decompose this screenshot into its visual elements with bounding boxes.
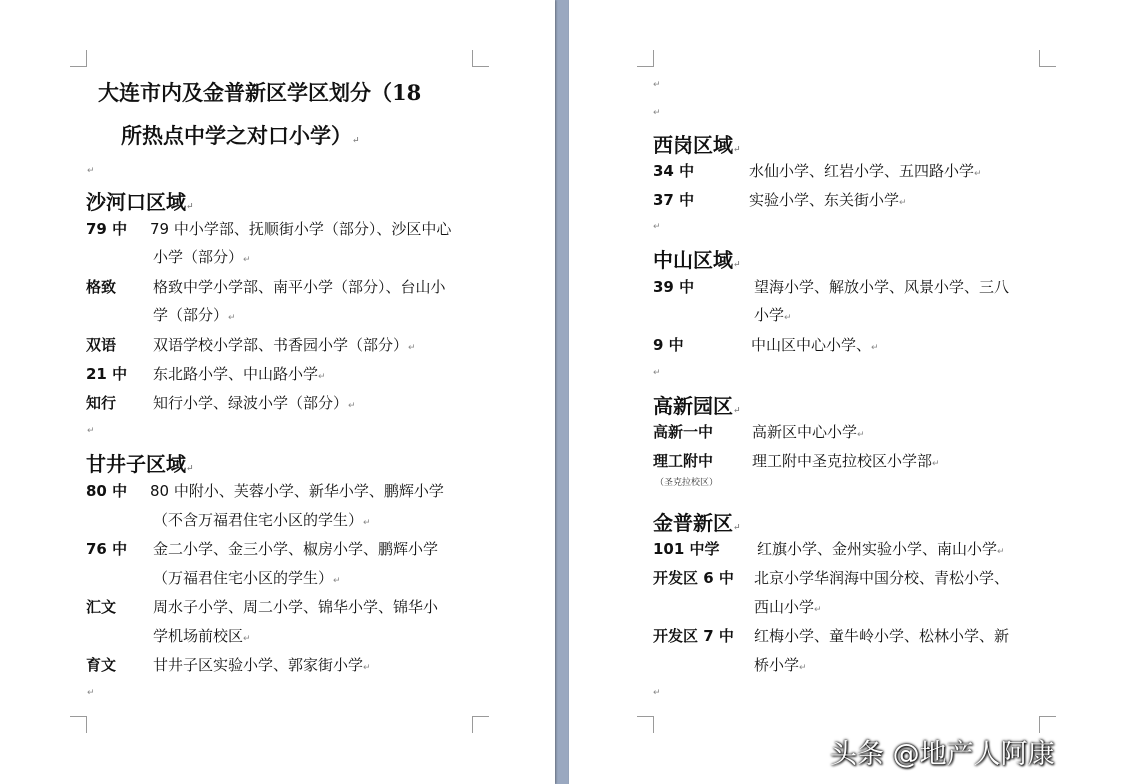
school-label: 76 中 — [86, 540, 128, 558]
school-list: 金二小学、金三小学、椒房小学、鹏辉小学 — [153, 540, 439, 558]
school-label: 育文 — [86, 656, 117, 674]
school-list: 高新区中心小学↵ — [752, 423, 865, 441]
paragraph-mark: ↵ — [653, 80, 661, 90]
school-label: 格致 — [86, 278, 117, 296]
school-list: 理工附中圣克拉校区小学部↵ — [752, 452, 940, 470]
paragraph-mark: ↵ — [653, 222, 661, 232]
section-heading: 西岗区域↵ — [653, 133, 741, 157]
school-list-cont: 小学↵ — [754, 306, 792, 324]
page-corner-mark — [472, 716, 489, 733]
section-heading: 甘井子区域↵ — [86, 452, 194, 476]
school-label: 34 中 — [653, 162, 695, 180]
paragraph-mark: ↵ — [653, 108, 661, 118]
school-label: 21 中 — [86, 365, 128, 383]
school-list: 红旗小学、金州实验小学、南山小学↵ — [757, 540, 1005, 558]
school-label: 汇文 — [86, 598, 117, 616]
page-corner-mark — [70, 716, 87, 733]
school-sublabel: （圣克拉校区） — [655, 478, 719, 488]
school-label: 9 中 — [653, 336, 684, 354]
paragraph-mark: ↵ — [87, 688, 95, 698]
page-corner-mark — [70, 50, 87, 67]
school-label: 开发区 6 中 — [653, 569, 734, 587]
school-list: 水仙小学、红岩小学、五四路小学↵ — [749, 162, 982, 180]
page-corner-mark — [637, 50, 654, 67]
document-title: 大连市内及金普新区学区划分（18 — [98, 80, 422, 105]
school-list: 周水子小学、周二小学、锦华小学、锦华小 — [153, 598, 439, 616]
school-list: 格致中学小学部、南平小学（部分）、台山小 — [153, 278, 446, 296]
paragraph-mark: ↵ — [653, 688, 661, 698]
section-heading: 高新园区↵ — [653, 394, 741, 418]
paragraph-mark: ↵ — [87, 166, 95, 176]
school-list: 东北路小学、中山路小学↵ — [153, 365, 326, 383]
school-label: 开发区 7 中 — [653, 627, 734, 645]
page-corner-mark — [472, 50, 489, 67]
school-list: 79 中小学部、抚顺街小学（部分）、沙区中心 — [150, 220, 452, 238]
school-label: 高新一中 — [653, 423, 714, 441]
school-list-cont: 西山小学↵ — [754, 598, 822, 616]
school-list-cont: 学机场前校区↵ — [153, 627, 251, 645]
school-list: 北京小学华润海中国分校、青松小学、 — [754, 569, 1010, 587]
school-list: 80 中附小、芙蓉小学、新华小学、鹏辉小学 — [150, 482, 444, 500]
school-list: 实验小学、东关街小学↵ — [749, 191, 907, 209]
school-list-cont: （不含万福君住宅小区的学生）↵ — [153, 511, 371, 529]
watermark: 头条 @地产人阿康 — [830, 739, 1055, 770]
school-list: 双语学校小学部、书香园小学（部分）↵ — [153, 336, 416, 354]
school-list: 望海小学、解放小学、风景小学、三八 — [754, 278, 1010, 296]
document-page-left — [0, 0, 555, 784]
section-heading: 金普新区↵ — [653, 511, 741, 535]
school-list-cont: 桥小学↵ — [754, 656, 807, 674]
school-list: 中山区中心小学、↵ — [751, 336, 879, 354]
document-title-line2: 所热点中学之对口小学）↵ — [121, 123, 360, 148]
paragraph-mark: ↵ — [87, 426, 95, 436]
school-list-cont: 学（部分）↵ — [153, 306, 236, 324]
page-corner-mark — [1039, 50, 1056, 67]
paragraph-mark: ↵ — [653, 368, 661, 378]
school-label: 37 中 — [653, 191, 695, 209]
school-label: 80 中 — [86, 482, 128, 500]
school-list-cont: （万福君住宅小区的学生）↵ — [153, 569, 341, 587]
school-label: 101 中学 — [653, 540, 720, 558]
school-label: 双语 — [86, 336, 117, 354]
section-heading: 沙河口区域↵ — [86, 190, 194, 214]
school-label: 79 中 — [86, 220, 128, 238]
school-list: 甘井子区实验小学、郭家街小学↵ — [153, 656, 371, 674]
section-heading: 中山区域↵ — [653, 248, 741, 272]
school-label: 知行 — [86, 394, 117, 412]
page-corner-mark — [637, 716, 654, 733]
school-list-cont: 小学（部分）↵ — [153, 248, 251, 266]
school-label: 理工附中 — [653, 452, 714, 470]
page-corner-mark — [1039, 716, 1056, 733]
school-label: 39 中 — [653, 278, 695, 296]
school-list: 知行小学、绿波小学（部分）↵ — [153, 394, 356, 412]
document-page-right — [569, 0, 1122, 784]
school-list: 红梅小学、童牛岭小学、松林小学、新 — [754, 627, 1010, 645]
